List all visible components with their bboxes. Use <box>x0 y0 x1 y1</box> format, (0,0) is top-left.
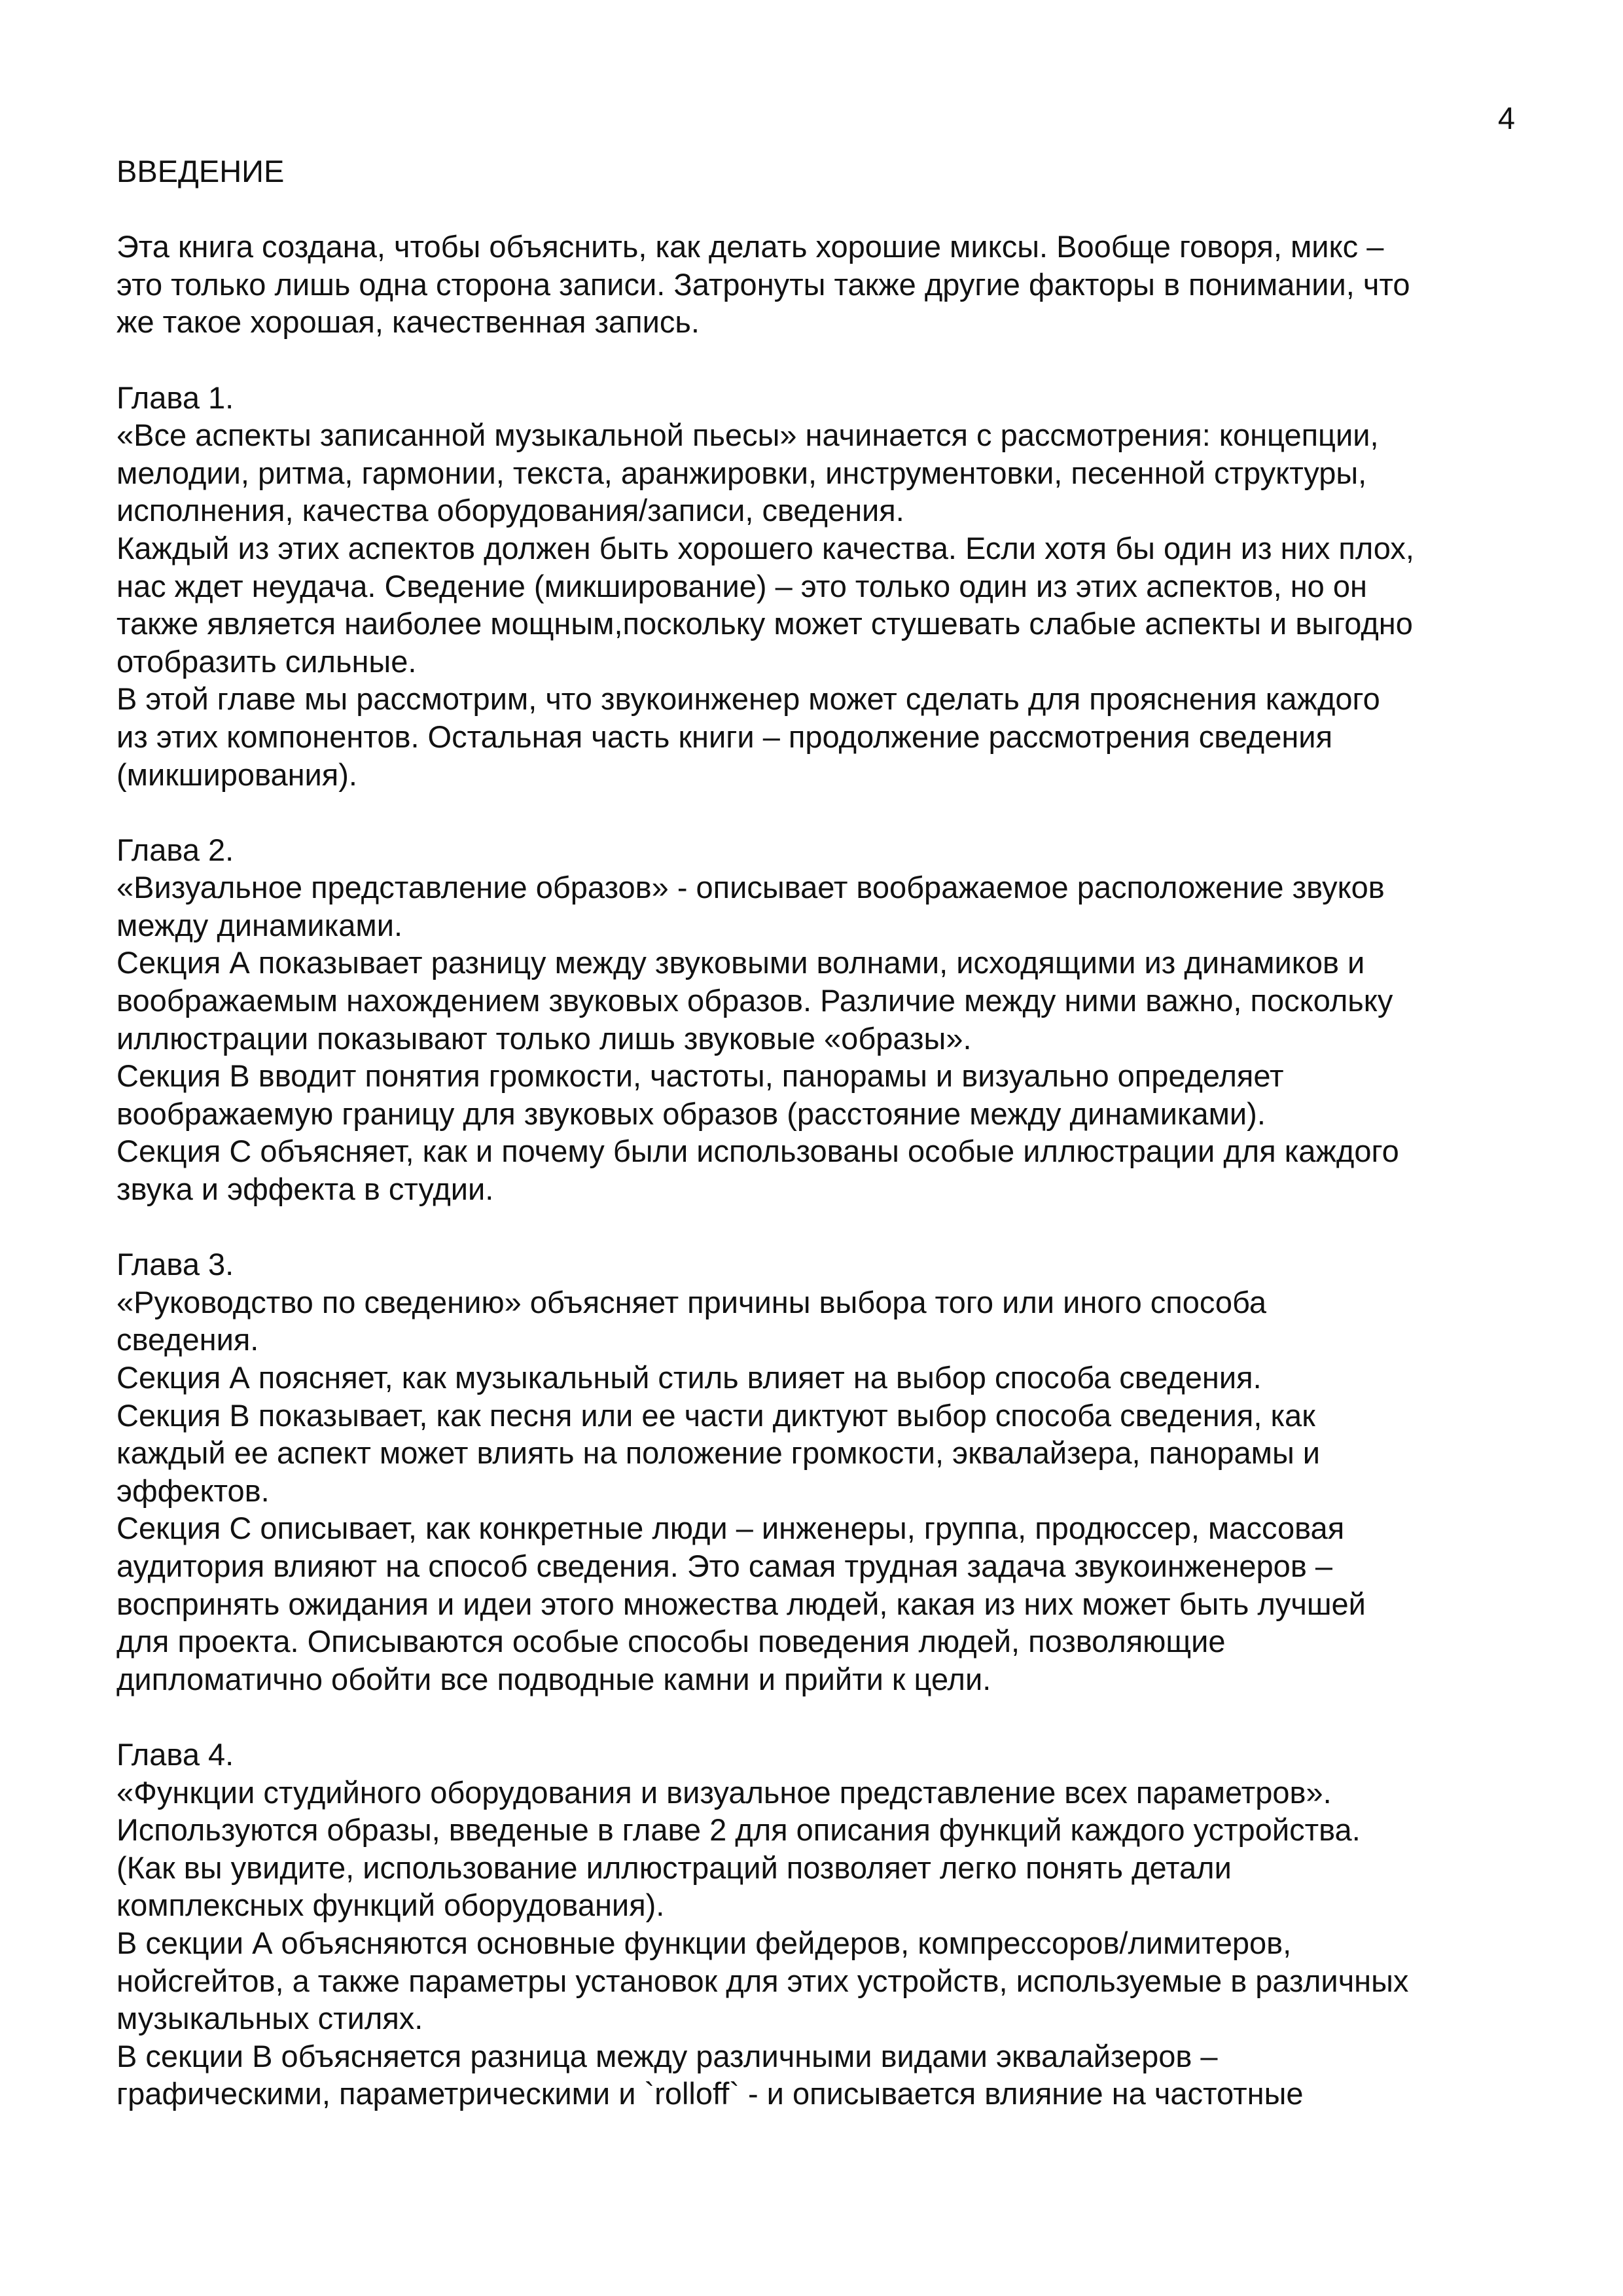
body-line: В секции А объясняются основные функции фейдеров, компрессоров/лимитеров, <box>116 1925 1292 1960</box>
body-line: дипломатично обойти все подводные камни и прийти к цели. <box>116 1661 991 1696</box>
blank-line <box>116 190 1524 228</box>
body-line: эффектов. <box>116 1473 270 1508</box>
body-line: воспринять ожидания и идеи этого множества людей, какая из них может быть лучшей <box>116 1586 1366 1621</box>
body-line: из этих компонентов. Остальная часть книги – продолжение рассмотрения сведения <box>116 719 1333 754</box>
chapter-heading: Глава 4. <box>116 1736 234 1772</box>
body-line: «Все аспекты записанной музыкальной пьесы» начинается с рассмотрения: концепции, <box>116 418 1379 453</box>
body-line: графическими, параметрическими и `rolloff` - и описывается влияние на частотные <box>116 2076 1304 2111</box>
page-number: 4 <box>1497 101 1515 135</box>
blank-line <box>116 1698 1524 1736</box>
body-line: нас ждет неудача. Сведение (микширование) – это только один из этих аспектов, но он <box>116 568 1367 603</box>
body-line: звука и эффекта в студии. <box>116 1172 494 1207</box>
body-line: В этой главе мы рассмотрим, что звукоинженер может сделать для прояснения каждого <box>116 681 1380 717</box>
body-line: В секции В объясняется разница между различными видами эквалайзеров – <box>116 2038 1218 2073</box>
body-line: музыкальных стилях. <box>116 2001 423 2036</box>
body-line: «Функции студийного оборудования и визуальное представление всех параметров». <box>116 1774 1332 1810</box>
page-body <box>116 152 1524 2113</box>
blank-line <box>116 793 1524 831</box>
body-line: «Руководство по сведению» объясняет причины выбора того или иного способа <box>116 1284 1267 1319</box>
body-line: между динамиками. <box>116 907 403 942</box>
body-line: Каждый из этих аспектов должен быть хорошего качества. Если хотя бы один из них плох, <box>116 530 1414 565</box>
intro-line: это только лишь одна сторона записи. Затронуты также другие факторы в понимании, что <box>116 266 1410 302</box>
body-line: для проекта. Описываются особые способы поведения людей, позволяющие <box>116 1624 1226 1659</box>
body-line: (микширования). <box>116 757 357 792</box>
body-line: Секция А показывает разницу между звуковыми волнами, исходящими из динамиков и <box>116 945 1365 980</box>
body-line: нойсгейтов, а также параметры установок для этих устройств, используемые в различных <box>116 1963 1409 1998</box>
body-line: (Как вы увидите, использование иллюстраций позволяет легко понять детали <box>116 1850 1232 1885</box>
body-line: иллюстрации показывают только лишь звуковые «образы». <box>116 1020 972 1056</box>
body-line: Секция С описывает, как конкретные люди – инженеры, группа, продюссер, массовая <box>116 1511 1345 1546</box>
body-line: комплексных функций оборудования). <box>116 1888 665 1923</box>
body-line: Секция С объясняет, как и почему были использованы особые иллюстрации для каждого <box>116 1134 1399 1169</box>
body-line: воображаемую границу для звуковых образов (расстояние между динамиками). <box>116 1096 1266 1131</box>
body-line: «Визуальное представление образов» - описывает воображаемое расположение звуков <box>116 870 1385 905</box>
body-line: Секция А поясняет, как музыкальный стиль влияет на выбор способа сведения. <box>116 1360 1262 1395</box>
chapter-heading: Глава 1. <box>116 380 234 415</box>
body-line: Секция В показывает, как песня или ее части диктуют выбор способа сведения, как <box>116 1397 1315 1433</box>
body-line: также является наиболее мощным,поскольку может стушевать слабые аспекты и выгодно <box>116 606 1413 641</box>
body-line: отобразить сильные. <box>116 643 417 679</box>
chapter-heading: Глава 2. <box>116 832 234 867</box>
body-line: сведения. <box>116 1322 259 1357</box>
blank-line <box>116 341 1524 379</box>
body-line: исполнения, качества оборудования/записи, сведения. <box>116 493 904 528</box>
body-line: каждый ее аспект может влиять на положение громкости, эквалайзера, панорамы и <box>116 1435 1321 1471</box>
intro-line: же такое хорошая, качественная запись. <box>116 304 700 340</box>
section-heading: ВВЕДЕНИЕ <box>116 154 285 188</box>
intro-line: Эта книга создана, чтобы объяснить, как делать хорошие миксы. Вообще говоря, микс – <box>116 229 1384 264</box>
body-line: воображаемым нахождением звуковых образов. Различие между ними важно, поскольку <box>116 983 1393 1018</box>
body-line: Используются образы, введеные в главе 2 для описания функций каждого устройства. <box>116 1812 1361 1848</box>
body-line: мелодии, ритма, гармонии, текста, аранжировки, инструментовки, песенной структуры, <box>116 455 1367 490</box>
body-line: аудитория влияют на способ сведения. Это самая трудная задача звукоинженеров – <box>116 1548 1332 1583</box>
body-line: Секция В вводит понятия громкости, частоты, панорамы и визуально определяет <box>116 1058 1284 1094</box>
blank-line <box>116 1208 1524 1246</box>
chapter-heading: Глава 3. <box>116 1247 234 1282</box>
